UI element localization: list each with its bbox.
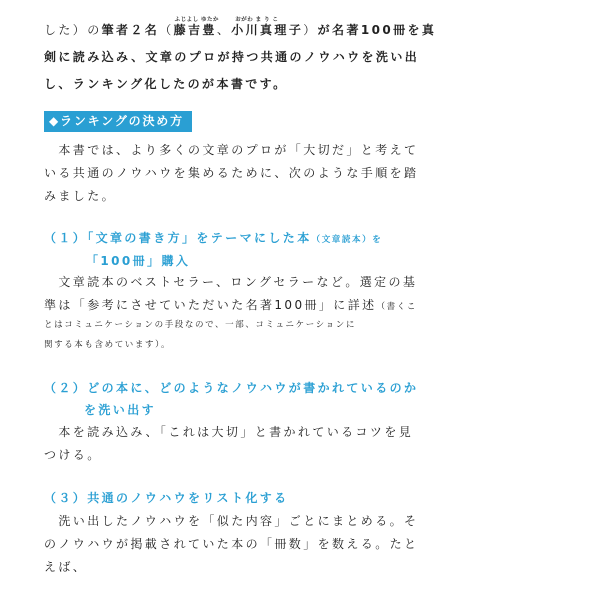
author-name-2: おがわ ま り こ 小川真理子: [231, 17, 304, 37]
step-3-title: （３）共通のノウハウをリスト化する: [44, 491, 289, 505]
step-1-title-cont: 「100冊」購入: [86, 254, 191, 268]
author-ruby-1: ふじよし ゆたか: [174, 17, 220, 23]
step-1-note-line: 関する本も含めています）。: [44, 340, 172, 350]
intro-paren: （: [159, 23, 174, 37]
step-1-note-line: とはコミュニケーションの手段なので、一部、コミュニケーションに: [44, 320, 356, 330]
section-para-line: いる共通のノウハウを集めるために、次のような手順を踏: [44, 166, 419, 180]
intro-line-2: 剣に読み込み、文章のプロが持つ共通のノウハウを洗い出: [44, 50, 420, 64]
intro-paren-close: ）: [303, 23, 318, 37]
step-3-body-line: 洗い出したノウハウを「似た内容」ごとにまとめる。そ: [44, 514, 419, 528]
author-name-1: ふじよし ゆたか 藤吉豊: [173, 17, 220, 37]
step-1-body-line: 準は「参考にさせていただいた名著100冊」に詳述（書くこ: [44, 298, 417, 312]
intro-line-3: し、ランキング化したのが本書です。: [44, 77, 288, 91]
step-2-body-line: つける。: [44, 448, 102, 462]
step-3-body-line: のノウハウが掲載されていた本の「冊数」を数える。たと: [44, 537, 419, 551]
step-1-body-line: 文章読本のベストセラー、ロングセラーなど。選定の基: [44, 275, 418, 289]
section-para-line: みました。: [44, 189, 117, 203]
step-1-title: （１）「文章の書き方」をテーマにした本（文章読本）を: [44, 231, 383, 245]
intro-text: した）の: [44, 23, 102, 37]
intro-text-bold: が名著100冊を真: [317, 23, 437, 37]
step-1-title-note: （文章読本）を: [311, 235, 383, 245]
section-heading: ◆ランキングの決め方: [44, 111, 192, 132]
section-para-line: 本書では、より多くの文章のプロが「大切だ」と考えて: [44, 143, 419, 157]
step-2-title: （２）どの本に、どのようなノウハウが書かれているのか: [44, 381, 419, 395]
intro-line-1: [44, 17, 437, 38]
step-1-note: （書くこ: [376, 302, 417, 312]
author-ruby-2: おがわ ま り こ: [235, 17, 279, 23]
step-3-body-line: えば、: [44, 560, 88, 574]
intro-comma: 、: [216, 23, 232, 37]
step-2-title-cont: を洗い出す: [84, 403, 157, 417]
intro-authors: 筆者２名: [101, 23, 160, 37]
step-2-body-line: 本を読み込み、「これは大切」と書かれているコツを見: [44, 425, 414, 439]
